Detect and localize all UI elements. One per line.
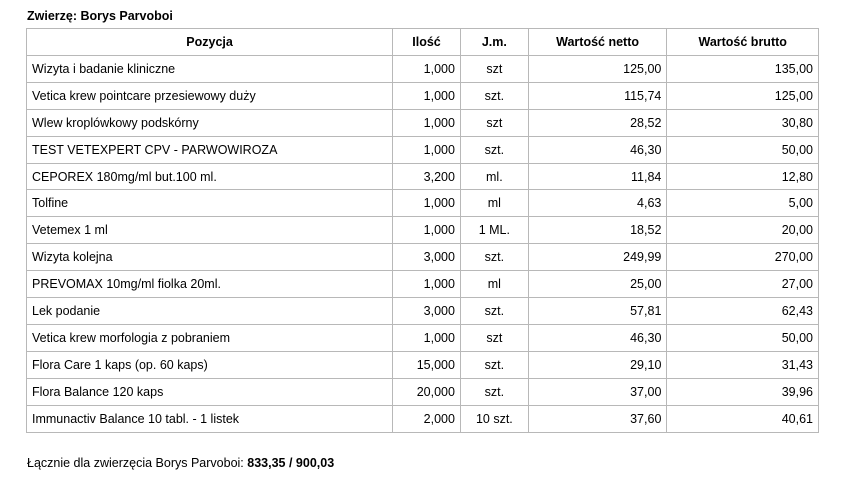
unit-cell: szt — [461, 56, 529, 83]
item-name-cell: TEST VETEXPERT CPV - PARWOWIROZA — [27, 137, 393, 164]
gross-value-cell: 50,00 — [667, 137, 818, 164]
unit-cell: szt. — [461, 298, 529, 325]
table-row — [27, 137, 818, 164]
item-name-cell: Wizyta i badanie kliniczne — [27, 56, 393, 83]
gross-value-cell: 39,96 — [667, 379, 818, 406]
gross-value-cell: 30,80 — [667, 110, 818, 137]
table-row — [27, 271, 818, 298]
summary-total: 833,35 / 900,03 — [247, 456, 335, 470]
net-value-cell: 29,10 — [529, 352, 668, 379]
unit-cell: ml. — [461, 164, 529, 191]
table-row — [27, 298, 818, 325]
item-name-cell: Tolfine — [27, 190, 393, 217]
table-row — [27, 352, 818, 379]
gross-value-cell: 62,43 — [667, 298, 818, 325]
table-row — [27, 110, 818, 137]
animal-title: Zwierzę: Borys Parvoboi — [27, 9, 173, 23]
quantity-cell: 3,200 — [393, 164, 461, 191]
gross-value-cell: 5,00 — [667, 190, 818, 217]
table-row — [27, 190, 818, 217]
item-name-cell: Wizyta kolejna — [27, 244, 393, 271]
net-value-cell: 46,30 — [529, 325, 668, 352]
item-name-cell: Vetica krew pointcare przesiewowy duży — [27, 83, 393, 110]
table-header-row — [27, 29, 818, 56]
table-row — [27, 56, 818, 83]
gross-value-cell: 31,43 — [667, 352, 818, 379]
quantity-cell: 3,000 — [393, 244, 461, 271]
gross-value-cell: 270,00 — [667, 244, 818, 271]
net-value-cell: 4,63 — [529, 190, 668, 217]
net-value-cell: 249,99 — [529, 244, 668, 271]
net-value-cell: 28,52 — [529, 110, 668, 137]
net-value-cell: 37,60 — [529, 406, 668, 433]
item-name-cell: Vetemex 1 ml — [27, 217, 393, 244]
unit-cell: szt — [461, 110, 529, 137]
net-value-cell: 25,00 — [529, 271, 668, 298]
unit-cell: szt. — [461, 244, 529, 271]
net-value-cell: 57,81 — [529, 298, 668, 325]
gross-value-cell: 12,80 — [667, 164, 818, 191]
quantity-cell: 1,000 — [393, 271, 461, 298]
gross-value-cell: 135,00 — [667, 56, 818, 83]
net-value-cell: 11,84 — [529, 164, 668, 191]
quantity-cell: 3,000 — [393, 298, 461, 325]
net-value-cell: 115,74 — [529, 83, 668, 110]
quantity-cell: 1,000 — [393, 137, 461, 164]
net-value-cell: 125,00 — [529, 56, 668, 83]
quantity-cell: 20,000 — [393, 379, 461, 406]
column-header-net-value: Wartość netto — [529, 29, 668, 56]
quantity-cell: 15,000 — [393, 352, 461, 379]
table-row — [27, 244, 818, 271]
invoice-items-table — [26, 28, 819, 433]
table-row — [27, 406, 818, 433]
table-row — [27, 83, 818, 110]
item-name-cell: Flora Balance 120 kaps — [27, 379, 393, 406]
item-name-cell: Vetica krew morfologia z pobraniem — [27, 325, 393, 352]
quantity-cell: 1,000 — [393, 56, 461, 83]
net-value-cell: 37,00 — [529, 379, 668, 406]
unit-cell: szt. — [461, 379, 529, 406]
unit-cell: szt. — [461, 352, 529, 379]
item-name-cell: Wlew kroplówkowy podskórny — [27, 110, 393, 137]
unit-cell: 1 ML. — [461, 217, 529, 244]
item-name-cell: CEPOREX 180mg/ml but.100 ml. — [27, 164, 393, 191]
summary-label: Łącznie dla zwierzęcia Borys Parvoboi: — [27, 456, 244, 470]
gross-value-cell: 27,00 — [667, 271, 818, 298]
quantity-cell: 1,000 — [393, 110, 461, 137]
table-row — [27, 325, 818, 352]
gross-value-cell: 50,00 — [667, 325, 818, 352]
item-name-cell: PREVOMAX 10mg/ml fiolka 20ml. — [27, 271, 393, 298]
column-header-gross-value: Wartość brutto — [667, 29, 818, 56]
unit-cell: 10 szt. — [461, 406, 529, 433]
animal-total-summary — [27, 456, 334, 471]
item-name-cell: Lek podanie — [27, 298, 393, 325]
net-value-cell: 46,30 — [529, 137, 668, 164]
unit-cell: ml — [461, 271, 529, 298]
unit-cell: szt. — [461, 137, 529, 164]
item-name-cell: Flora Care 1 kaps (op. 60 kaps) — [27, 352, 393, 379]
gross-value-cell: 40,61 — [781, 412, 813, 427]
column-header-quantity: Ilość — [393, 29, 461, 56]
quantity-cell: 1,000 — [393, 190, 461, 217]
unit-cell: szt. — [461, 83, 529, 110]
table-row — [27, 217, 818, 244]
gross-value-cell: 125,00 — [667, 83, 818, 110]
gross-value-cell: 20,00 — [667, 217, 818, 244]
unit-cell: ml — [461, 190, 529, 217]
table-row — [27, 164, 818, 191]
quantity-cell: 1,000 — [393, 83, 461, 110]
table-row — [27, 379, 818, 406]
unit-cell: szt — [461, 325, 529, 352]
item-name-cell: Immunactiv Balance 10 tabl. - 1 listek — [27, 406, 393, 433]
column-header-position: Pozycja — [27, 29, 393, 56]
column-header-unit: J.m. — [461, 29, 529, 56]
quantity-cell: 1,000 — [393, 325, 461, 352]
net-value-cell: 18,52 — [529, 217, 668, 244]
quantity-cell: 1,000 — [393, 217, 461, 244]
quantity-cell: 2,000 — [393, 406, 461, 433]
